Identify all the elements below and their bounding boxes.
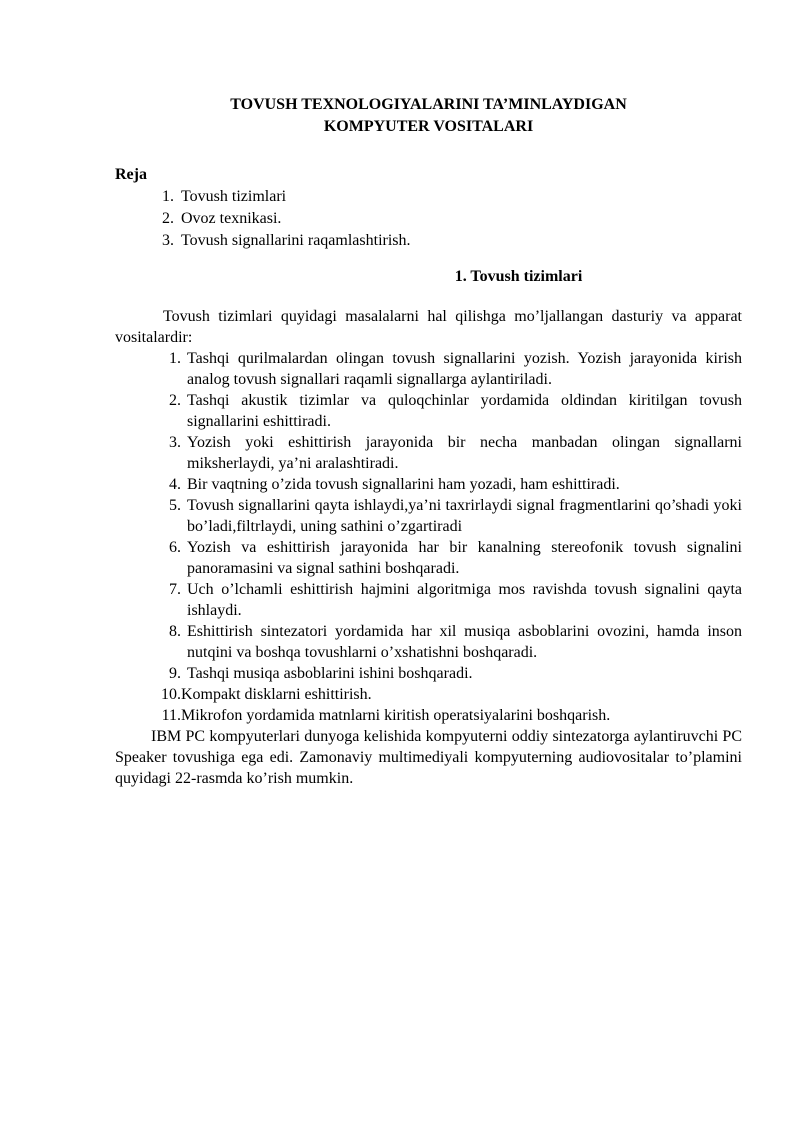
plan-item-text: Tovush tizimlari	[181, 188, 287, 205]
list-item-text: Tashqi qurilmalardan olingan tovush signallarini yozish. Yozish jarayonida kirish analog tovush signallari raqamli signallarga aylantiriladi.	[187, 350, 742, 388]
plan-item-number: 3.	[162, 232, 174, 249]
plan-item-text: Ovoz texnikasi.	[181, 210, 282, 227]
list-item	[115, 474, 742, 495]
plan-item-text: Tovush signallarini raqamlashtirish.	[181, 232, 411, 249]
list-item-text: Tashqi akustik tizimlar va quloqchinlar yordamida oldindan kiritilgan tovush signallarini eshittiradi.	[187, 392, 742, 430]
list-item-text: Bir vaqtning o’zida tovush signallarini ham yozadi, ham eshittiradi.	[187, 476, 620, 493]
list-item	[115, 579, 742, 621]
section-outro: IBM PC kompyuterlari dunyoga kelishida kompyuterni oddiy sintezatorga aylantiruvchi PC Speaker tovushiga ega edi. Zamonaviy multimediyali kompyuterning audiovositalar to’plamini quyidagi 22-rasmda ko’rish mumkin.	[115, 728, 742, 787]
list-item-number: 11.	[161, 707, 181, 724]
list-item	[115, 705, 742, 726]
list-item-text: Yozish yoki eshittirish jarayonida bir necha manbadan olingan signallarni miksherlaydi, ya’ni aralashtiradi.	[187, 434, 742, 472]
list-item-text: Kompakt disklarni eshittirish.	[181, 686, 372, 703]
document-page	[115, 94, 742, 789]
list-item-number: 3.	[169, 434, 181, 451]
list-item-text: Uch o’lchamli eshittirish hajmini algoritmiga mos ravishda tovush signalini qayta ishlaydi.	[187, 581, 742, 619]
plan-item	[115, 186, 742, 208]
section-intro: Tovush tizimlari quyidagi masalalarni hal qilishga mo’ljallangan dasturiy va apparat vositalardir:	[115, 308, 742, 346]
list-item	[115, 537, 742, 579]
plan-item-number: 2.	[162, 210, 174, 227]
list-item-number: 6.	[169, 539, 181, 556]
list-item-number: 9.	[169, 665, 181, 682]
list-item-text: Yozish va eshittirish jarayonida har bir kanalning stereofonik tovush signalini panoramasini va signal sathini boshqaradi.	[187, 539, 742, 577]
feature-list	[115, 348, 742, 726]
plan-item	[115, 230, 742, 252]
list-item-text: Tovush signallarini qayta ishlaydi,ya’ni taxrirlaydi signal fragmentlarini qo’shadi yoki bo’ladi,filtrlaydi, uning sathini o’zgartiradi	[187, 497, 742, 535]
list-item	[115, 495, 742, 537]
list-item	[115, 432, 742, 474]
list-item-number: 2.	[169, 392, 181, 409]
title-line-2: KOMPYUTER VOSITALARI	[323, 118, 534, 135]
title-line-1: TOVUSH TEXNOLOGIYALARINI TA’MINLAYDIGAN	[230, 96, 627, 113]
section-title: 1. Tovush tizimlari	[454, 268, 583, 285]
list-item-number: 7.	[169, 581, 181, 598]
plan-item	[115, 208, 742, 230]
list-item	[115, 390, 742, 432]
document-title	[115, 94, 742, 138]
list-item-text: Eshittirish sintezatori yordamida har xil musiqa asboblarini ovozini, hamda inson nutqini va boshqa tovushlarni o’xshatishni boshqaradi.	[187, 623, 742, 661]
plan-list	[115, 186, 742, 252]
list-item	[115, 663, 742, 684]
list-item	[115, 621, 742, 663]
list-item	[115, 348, 742, 390]
list-item-number: 8.	[169, 623, 181, 640]
list-item	[115, 684, 742, 705]
list-item-number: 1.	[169, 350, 181, 367]
plan-heading: Reja	[115, 166, 147, 183]
list-item-text: Mikrofon yordamida matnlarni kiritish operatsiyalarini boshqarish.	[181, 707, 611, 724]
plan-item-number: 1.	[162, 188, 174, 205]
list-item-number: 5.	[169, 497, 181, 514]
list-item-text: Tashqi musiqa asboblarini ishini boshqaradi.	[187, 665, 473, 682]
list-item-number: 10.	[161, 686, 181, 703]
list-item-number: 4.	[169, 476, 181, 493]
